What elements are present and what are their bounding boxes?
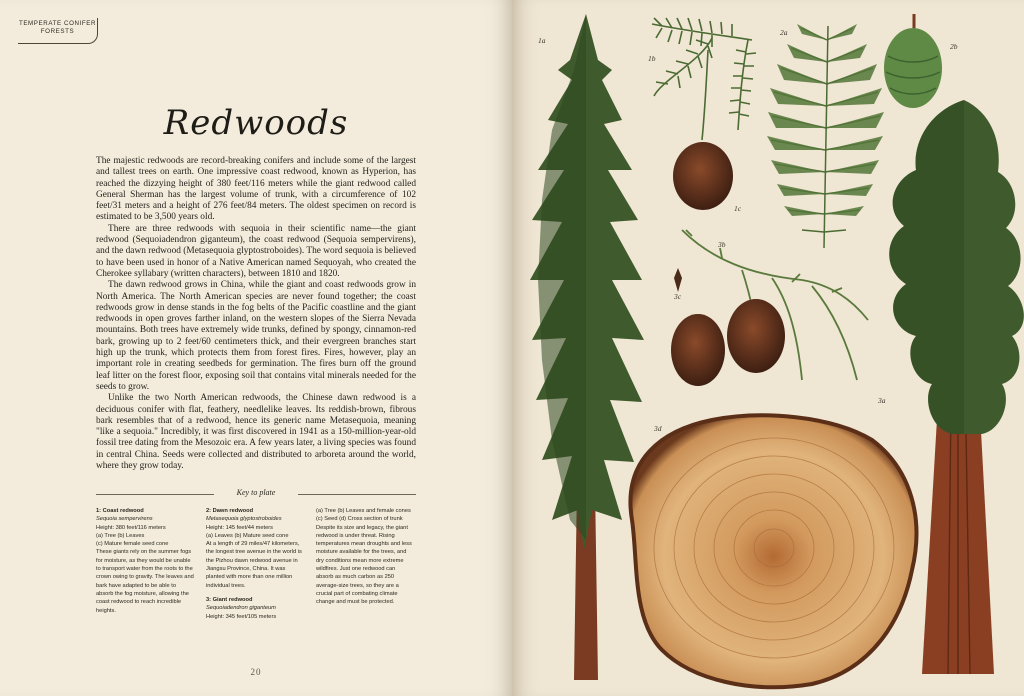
divider-right	[298, 494, 416, 495]
key-line: (c) Mature female seed cone	[96, 541, 169, 548]
key-line: These giants rely on the summer fogs for moisture, as they would be unable to transport water from the roots to the crown owing to gravity. The leaves and bark have adapted to be able to absorb the fog moisture, allowing the coast redwood to reach incredible heights.	[96, 549, 194, 614]
plate-label: 3d	[654, 424, 662, 433]
paragraph-2: There are three redwoods with sequoia in their scientific name—the giant redwood (Sequoiadendron giganteum), the coast redwood (Sequoia sempervirens), and the dawn redwood (Metasequoia glyptostroboides). The word sequoia is believed to have been used in honor of a Native American named Sequoyah, who created the Cherokee syllabary (written characters), between 1810 and 1820.	[96, 223, 416, 279]
plate-label: 2a	[780, 28, 788, 37]
paragraph-3: The dawn redwood grows in China, while the giant and coast redwoods grow in North America. The North American species are never found together; the coast redwoods grow in dense stands in the fog belts of the Pacific coastline and the giant redwoods in open groves farther inland, on the western slopes of the Sierra Nevada mountains. Both trees have extremely wide trunks, defined by spongy, cinnamon-red bark, growing up to 2 feet/60 centimeters thick, and their evergreen branches start high up the trunk, which protects them from forest fires. Fires, however, play an important role in creating seedbeds for germination. The fires burn off the ground leaf litter on the forest floor, exposing soil that contains vital minerals needed for the seeds to grow.	[96, 280, 416, 392]
key-latin-coast: Sequoia sempervirens	[96, 516, 153, 523]
key-line: Height: 145 feet/44 meters	[206, 524, 274, 531]
dawn-redwood-leaves	[767, 24, 884, 248]
key-line: (c) Seed (d) Cross section of trunk	[316, 516, 403, 523]
plate-label: 3a	[878, 396, 886, 405]
section-tag-line1: TEMPERATE CONIFER	[18, 20, 97, 27]
coast-redwood-leaves	[652, 18, 756, 140]
page-number: 20	[250, 667, 262, 677]
key-line: Height: 380 feet/116 meters	[96, 524, 166, 531]
plate-label: 3c	[674, 292, 682, 301]
dawn-redwood-cone	[884, 14, 942, 108]
paragraph-1: The majestic redwoods are record-breaking conifers and include some of the largest and tallest trees on earth. One impressive coast redwood, known as Hyperion, has reached the dizzying height of 380 feet/116 meters while the giant redwood called General Sherman has the largest volume of trunk, with a circumference of 102 feet/31 meters and a height of 276 feet/84 meters. The oldest specimen on record is estimated to be 3,500 years old.	[96, 156, 416, 223]
paragraph-4: Unlike the two North American redwoods, the Chinese dawn redwood is a deciduous conifer with flat, feathery, needlelike leaves. Its reddish-brown, fibrous bark resembles that of a redwood, hence its generic name Metasequoia, meaning "like a sequoia." Incredibly, it was first discovered in 1941 as a 150-million-year-old fossil tree dating from the Mesozoic era. A few years later, a living species was found in central China. Seeds were collected and distributed to arboreta around the world, where they grow today.	[96, 393, 416, 472]
key-columns	[96, 507, 416, 621]
plate-label: 1c	[734, 204, 742, 213]
key-column-2	[206, 507, 304, 621]
plate-page	[512, 0, 1024, 696]
key-heading-dawn: 2: Dawn redwood	[206, 508, 254, 514]
key-latin-giant: Sequoiadendron giganteum	[206, 605, 276, 612]
key-line: Despite its size and legacy, the giant redwood is under threat. Rising temperatures mean droughts and less moisture available for the trees, and dry conditions mean more extreme wildfires. Just one redwood can absorb as much carbon as 250 average-size trees, so they are a crucial part of combating climate change and must be protected.	[316, 524, 412, 606]
key-line: Height: 345 feet/105 meters	[206, 613, 277, 620]
key-line: (a) Tree (b) Leaves	[96, 532, 145, 539]
giant-redwood-seed	[674, 268, 682, 292]
page-title: Redwoods	[163, 103, 349, 143]
plate-label: 1b	[648, 54, 656, 63]
key-column-1	[96, 507, 194, 621]
key-line: (a) Leaves (b) Mature seed cone	[206, 532, 289, 539]
plate-label: 2b	[950, 42, 958, 51]
giant-redwood-cone	[727, 299, 785, 373]
coast-redwood-tree	[530, 14, 644, 680]
coast-redwood-cone	[673, 142, 733, 210]
key-line: At a length of 29 miles/47 kilometers, the longest tree avenue in the world is the Pizhou dawn redwood avenue in Jiangsu Province, China. It was planted with more than one million individual trees.	[206, 541, 302, 589]
plate-label: 1a	[538, 36, 546, 45]
section-tag	[18, 18, 98, 44]
key-heading-coast: 1: Coast redwood	[96, 508, 144, 514]
key-heading-row	[96, 488, 416, 500]
key-line: (a) Tree (b) Leaves and female cones	[316, 508, 411, 514]
plate-illustration	[512, 0, 1024, 696]
key-heading-giant: 3: Giant redwood	[206, 596, 253, 603]
key-latin-dawn: Metasequoia glyptostroboides	[206, 516, 282, 523]
body-text	[96, 156, 416, 472]
key-column-3	[316, 507, 414, 621]
giant-redwood-cone	[671, 314, 725, 386]
plate-label: 3b	[718, 240, 726, 249]
trunk-cross-section	[630, 415, 916, 687]
key-heading: Key to plate	[236, 488, 276, 497]
section-tag-line2: FORESTS	[40, 28, 75, 35]
